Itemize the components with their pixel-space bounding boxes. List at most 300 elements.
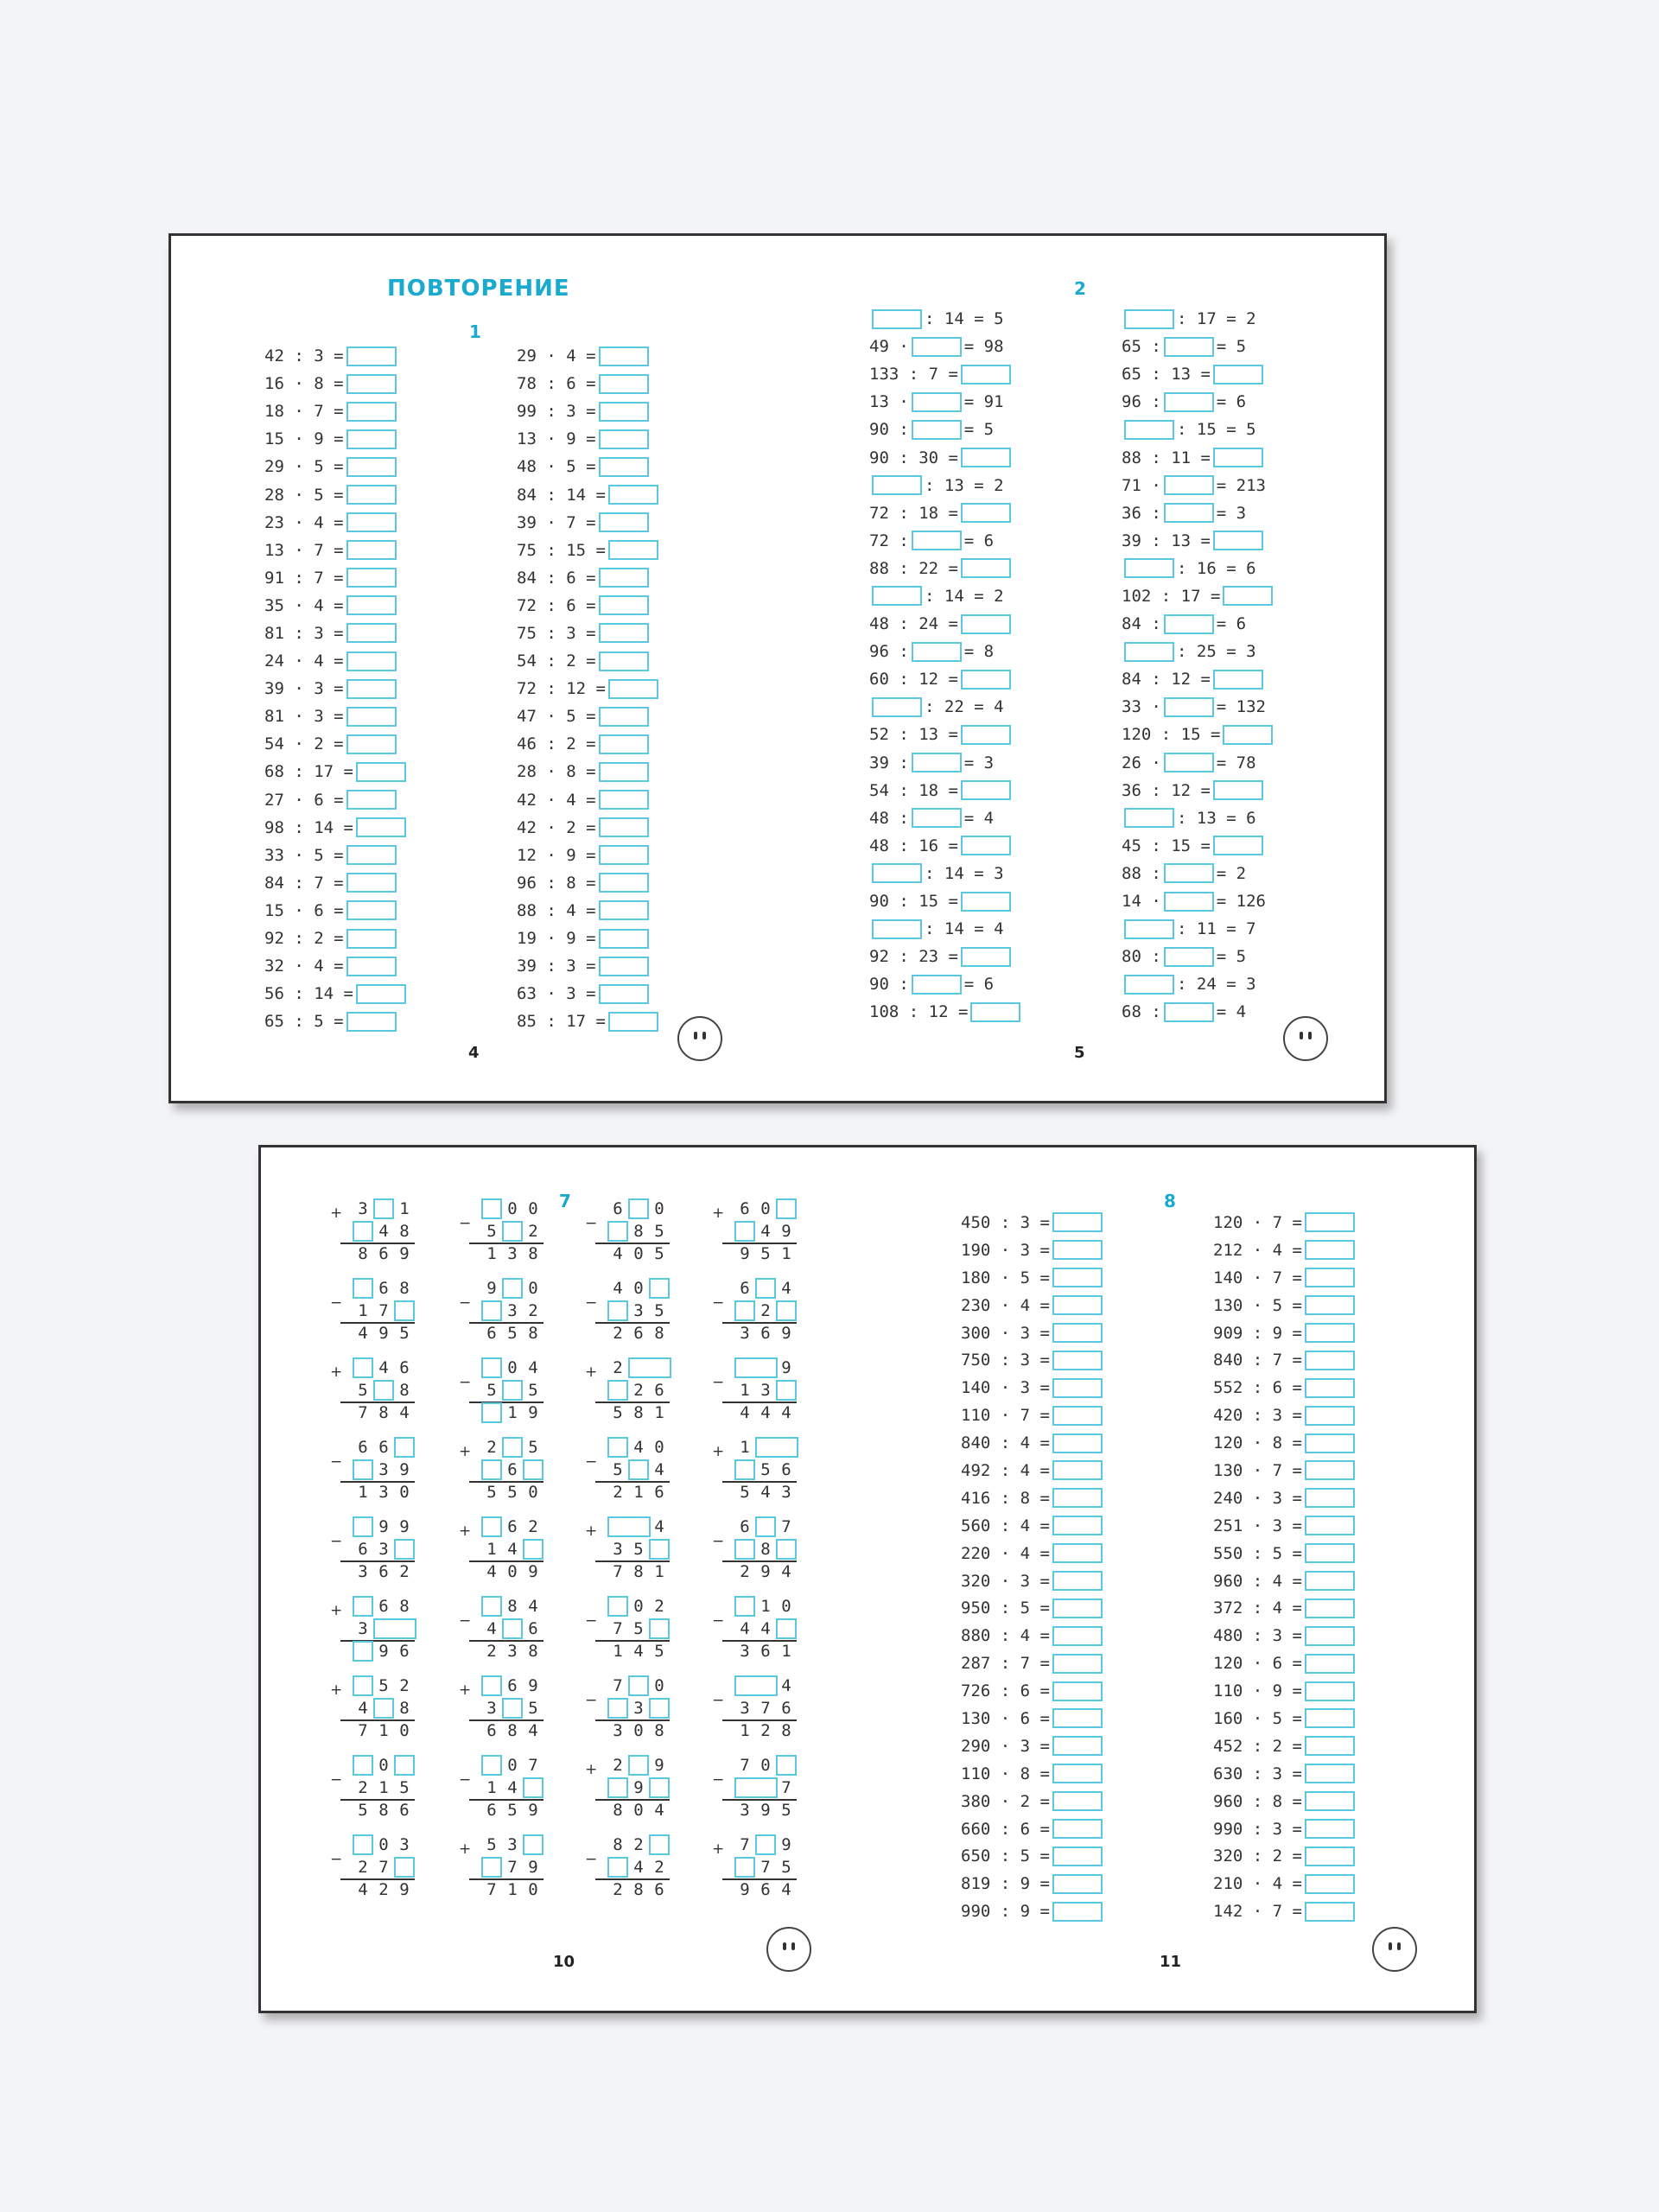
answer-box[interactable] bbox=[1305, 1764, 1355, 1783]
answer-box[interactable] bbox=[1305, 1212, 1355, 1232]
answer-box[interactable] bbox=[1164, 392, 1214, 412]
answer-box[interactable] bbox=[394, 1857, 415, 1878]
answer-box[interactable] bbox=[607, 1857, 628, 1878]
answer-box[interactable] bbox=[523, 1834, 543, 1855]
answer-box[interactable] bbox=[734, 1539, 755, 1560]
equation-text: : 17 = 2 bbox=[1177, 309, 1256, 329]
answer-box[interactable] bbox=[1305, 1571, 1355, 1591]
answer-box[interactable] bbox=[523, 1459, 543, 1480]
answer-box[interactable] bbox=[481, 1300, 502, 1321]
answer-box[interactable] bbox=[1305, 1516, 1355, 1535]
answer-box[interactable] bbox=[1305, 1654, 1355, 1674]
answer-box[interactable] bbox=[608, 540, 658, 560]
answer-box[interactable] bbox=[1052, 1626, 1103, 1646]
digit: 3 bbox=[378, 1483, 389, 1502]
answer-box[interactable] bbox=[872, 697, 922, 717]
answer-box[interactable] bbox=[1052, 1378, 1103, 1398]
answer-box[interactable] bbox=[872, 475, 922, 495]
answer-box[interactable] bbox=[1305, 1433, 1355, 1453]
result-row bbox=[715, 1560, 802, 1583]
answer-box[interactable] bbox=[1305, 1874, 1355, 1894]
operand-row-2 bbox=[715, 1459, 802, 1481]
answer-box[interactable] bbox=[649, 1539, 670, 1560]
answer-box[interactable] bbox=[1164, 753, 1214, 772]
answer-box[interactable] bbox=[599, 734, 649, 754]
answer-box[interactable] bbox=[599, 623, 649, 643]
answer-box[interactable] bbox=[599, 762, 649, 782]
equation-text: 39 · 7 = bbox=[517, 512, 596, 532]
answer-box[interactable] bbox=[649, 1618, 670, 1639]
operand-row-2 bbox=[462, 1379, 549, 1402]
operand-row-2 bbox=[334, 1459, 420, 1481]
digit: 6 bbox=[378, 1279, 389, 1298]
answer-box[interactable] bbox=[961, 670, 1011, 690]
answer-box[interactable] bbox=[1164, 614, 1214, 634]
answer-box[interactable] bbox=[1164, 863, 1214, 883]
answer-box[interactable] bbox=[912, 642, 962, 662]
answer-box[interactable] bbox=[1052, 1599, 1103, 1618]
answer-box[interactable] bbox=[734, 1596, 755, 1617]
answer-box[interactable] bbox=[734, 1777, 778, 1798]
answer-box[interactable] bbox=[394, 1437, 415, 1458]
answer-box[interactable] bbox=[346, 900, 397, 920]
answer-box[interactable] bbox=[734, 1857, 755, 1878]
answer-box[interactable] bbox=[1052, 1819, 1103, 1839]
answer-box[interactable] bbox=[353, 1278, 373, 1299]
equation-row bbox=[957, 1374, 1105, 1402]
answer-box[interactable] bbox=[353, 1834, 373, 1855]
answer-box[interactable] bbox=[734, 1459, 755, 1480]
digit: 9 bbox=[781, 1324, 791, 1343]
answer-box[interactable] bbox=[607, 1437, 628, 1458]
answer-box[interactable] bbox=[481, 1198, 502, 1219]
answer-box[interactable] bbox=[1305, 1902, 1355, 1922]
answer-box[interactable] bbox=[1052, 1295, 1103, 1315]
answer-box[interactable] bbox=[1052, 1268, 1103, 1287]
exercise-1-column-2 bbox=[517, 342, 661, 1035]
answer-box[interactable] bbox=[599, 790, 649, 810]
equation-row bbox=[1209, 1209, 1357, 1236]
digit: 0 bbox=[378, 1835, 389, 1854]
answer-box[interactable] bbox=[1052, 1764, 1103, 1783]
answer-box[interactable] bbox=[353, 1755, 373, 1776]
operation-sign: + bbox=[330, 1205, 343, 1222]
answer-box[interactable] bbox=[502, 1380, 523, 1401]
answer-box[interactable] bbox=[872, 919, 922, 939]
answer-box[interactable] bbox=[1052, 1736, 1103, 1756]
answer-box[interactable] bbox=[961, 614, 1011, 634]
answer-box[interactable] bbox=[346, 845, 397, 865]
answer-box[interactable] bbox=[481, 1857, 502, 1878]
equation-row bbox=[264, 730, 409, 758]
equation-row bbox=[957, 1292, 1105, 1319]
answer-box[interactable] bbox=[481, 1516, 502, 1537]
equation-row bbox=[517, 397, 661, 425]
equation-row bbox=[517, 758, 661, 785]
answer-box[interactable] bbox=[599, 652, 649, 671]
answer-box[interactable] bbox=[1213, 365, 1263, 385]
equation-row bbox=[957, 1649, 1105, 1677]
answer-box[interactable] bbox=[599, 817, 649, 837]
smiley-face-icon bbox=[1283, 1016, 1328, 1061]
answer-box[interactable] bbox=[1052, 1323, 1103, 1343]
answer-box[interactable] bbox=[607, 1777, 628, 1798]
answer-box[interactable] bbox=[353, 1357, 373, 1378]
answer-box[interactable] bbox=[373, 1618, 416, 1639]
answer-box[interactable] bbox=[1164, 947, 1214, 967]
answer-box[interactable] bbox=[1305, 1626, 1355, 1646]
digit: 9 bbox=[760, 1562, 771, 1581]
answer-box[interactable] bbox=[346, 873, 397, 893]
equation-row bbox=[1122, 804, 1275, 832]
answer-box[interactable] bbox=[1124, 309, 1174, 329]
answer-box[interactable] bbox=[961, 503, 1011, 523]
answer-box[interactable] bbox=[607, 1300, 628, 1321]
answer-box[interactable] bbox=[1305, 1378, 1355, 1398]
answer-box[interactable] bbox=[356, 817, 406, 837]
answer-box[interactable] bbox=[628, 1675, 649, 1696]
answer-box[interactable] bbox=[599, 429, 649, 449]
answer-box[interactable] bbox=[776, 1198, 797, 1219]
answer-box[interactable] bbox=[394, 1300, 415, 1321]
equation-text: 19 · 9 = bbox=[517, 929, 596, 949]
equation-text: 42 : 3 = bbox=[264, 346, 344, 366]
answer-box[interactable] bbox=[346, 429, 397, 449]
answer-box[interactable] bbox=[607, 1380, 628, 1401]
column-arithmetic-problem bbox=[712, 1754, 802, 1821]
answer-box[interactable] bbox=[755, 1278, 776, 1299]
answer-box[interactable] bbox=[502, 1698, 523, 1719]
answer-box[interactable] bbox=[599, 900, 649, 920]
answer-box[interactable] bbox=[599, 512, 649, 532]
answer-box[interactable] bbox=[1052, 1874, 1103, 1894]
answer-box[interactable] bbox=[628, 1198, 649, 1219]
answer-box[interactable] bbox=[961, 892, 1011, 912]
answer-box[interactable] bbox=[1052, 1791, 1103, 1811]
answer-box[interactable] bbox=[607, 1596, 628, 1617]
answer-box[interactable] bbox=[1164, 697, 1214, 717]
answer-box[interactable] bbox=[1213, 531, 1263, 550]
answer-box[interactable] bbox=[353, 1675, 373, 1696]
answer-box[interactable] bbox=[346, 457, 397, 477]
answer-box[interactable] bbox=[607, 1221, 628, 1242]
answer-box[interactable] bbox=[353, 1516, 373, 1537]
answer-box[interactable] bbox=[502, 1278, 523, 1299]
answer-box[interactable] bbox=[961, 365, 1011, 385]
answer-box[interactable] bbox=[1305, 1543, 1355, 1563]
answer-box[interactable] bbox=[961, 780, 1011, 800]
answer-box[interactable] bbox=[481, 1402, 502, 1423]
answer-box[interactable] bbox=[599, 929, 649, 949]
answer-box[interactable] bbox=[872, 586, 922, 606]
answer-box[interactable] bbox=[872, 309, 922, 329]
answer-box[interactable] bbox=[1305, 1599, 1355, 1618]
answer-box[interactable] bbox=[755, 1437, 798, 1458]
equation-row bbox=[264, 342, 409, 370]
answer-box[interactable] bbox=[599, 568, 649, 588]
answer-box[interactable] bbox=[961, 947, 1011, 967]
answer-box[interactable] bbox=[394, 1755, 415, 1776]
answer-box[interactable] bbox=[912, 337, 962, 357]
equation-text: = 5 bbox=[963, 420, 995, 440]
digit: 5 bbox=[486, 1483, 497, 1502]
digit: 8 bbox=[399, 1597, 410, 1616]
answer-box[interactable] bbox=[776, 1618, 797, 1639]
answer-box[interactable] bbox=[599, 402, 649, 422]
operand-row-2 bbox=[334, 1618, 420, 1640]
answer-box[interactable] bbox=[1305, 1406, 1355, 1426]
answer-box[interactable] bbox=[734, 1300, 755, 1321]
answer-box[interactable] bbox=[373, 1698, 394, 1719]
answer-box[interactable] bbox=[1052, 1351, 1103, 1370]
answer-box[interactable] bbox=[1305, 1323, 1355, 1343]
answer-box[interactable] bbox=[346, 679, 397, 699]
answer-box[interactable] bbox=[961, 836, 1011, 855]
answer-box[interactable] bbox=[608, 1012, 658, 1032]
answer-box[interactable] bbox=[1052, 1571, 1103, 1591]
answer-box[interactable] bbox=[1124, 558, 1174, 578]
operand-row-2 bbox=[334, 1538, 420, 1560]
answer-box[interactable] bbox=[1164, 1002, 1214, 1022]
answer-box[interactable] bbox=[961, 725, 1011, 745]
answer-box[interactable] bbox=[523, 1777, 543, 1798]
answer-box[interactable] bbox=[1124, 420, 1174, 440]
answer-box[interactable] bbox=[1124, 808, 1174, 828]
answer-box[interactable] bbox=[1305, 1268, 1355, 1287]
equation-text: 550 : 5 = bbox=[1213, 1543, 1302, 1563]
answer-box[interactable] bbox=[872, 863, 922, 883]
answer-box[interactable] bbox=[599, 873, 649, 893]
equation-row bbox=[1122, 943, 1275, 970]
digit: 9 bbox=[399, 1244, 410, 1263]
answer-box[interactable] bbox=[356, 984, 406, 1004]
digit: 3 bbox=[358, 1619, 368, 1638]
digit: 5 bbox=[507, 1324, 518, 1343]
answer-box[interactable] bbox=[1052, 1681, 1103, 1701]
answer-box[interactable] bbox=[599, 346, 649, 366]
answer-box[interactable] bbox=[734, 1675, 778, 1696]
answer-box[interactable] bbox=[599, 707, 649, 727]
answer-box[interactable] bbox=[1223, 586, 1273, 606]
equation-row bbox=[957, 1705, 1105, 1732]
digit: 6 bbox=[781, 1460, 791, 1479]
equation-row bbox=[869, 860, 1023, 887]
digit: 8 bbox=[378, 1801, 389, 1820]
answer-box[interactable] bbox=[649, 1278, 670, 1299]
answer-box[interactable] bbox=[734, 1357, 778, 1378]
digit: 9 bbox=[528, 1858, 538, 1877]
result-row bbox=[334, 1243, 420, 1265]
answer-box[interactable] bbox=[1052, 1847, 1103, 1866]
answer-box[interactable] bbox=[346, 790, 397, 810]
answer-box[interactable] bbox=[346, 346, 397, 366]
equation-text: 140 · 3 = bbox=[961, 1378, 1050, 1398]
answer-box[interactable] bbox=[1052, 1902, 1103, 1922]
answer-box[interactable] bbox=[599, 457, 649, 477]
answer-box[interactable] bbox=[776, 1539, 797, 1560]
answer-box[interactable] bbox=[608, 679, 658, 699]
answer-box[interactable] bbox=[912, 420, 962, 440]
answer-box[interactable] bbox=[1124, 642, 1174, 662]
answer-box[interactable] bbox=[1305, 1736, 1355, 1756]
answer-box[interactable] bbox=[628, 1755, 649, 1776]
answer-box[interactable] bbox=[1213, 780, 1263, 800]
equation-row bbox=[264, 620, 409, 647]
answer-box[interactable] bbox=[346, 1012, 397, 1032]
answer-box[interactable] bbox=[1305, 1240, 1355, 1260]
answer-box[interactable] bbox=[346, 929, 397, 949]
answer-box[interactable] bbox=[970, 1002, 1020, 1022]
answer-box[interactable] bbox=[353, 1221, 373, 1242]
answer-box[interactable] bbox=[346, 623, 397, 643]
answer-box[interactable] bbox=[1164, 503, 1214, 523]
answer-box[interactable] bbox=[1052, 1543, 1103, 1563]
answer-box[interactable] bbox=[346, 707, 397, 727]
answer-box[interactable] bbox=[1052, 1240, 1103, 1260]
answer-box[interactable] bbox=[1052, 1212, 1103, 1232]
answer-box[interactable] bbox=[1052, 1708, 1103, 1728]
answer-box[interactable] bbox=[599, 595, 649, 615]
answer-box[interactable] bbox=[394, 1539, 415, 1560]
answer-box[interactable] bbox=[1305, 1681, 1355, 1701]
answer-box[interactable] bbox=[649, 1698, 670, 1719]
answer-box[interactable] bbox=[346, 734, 397, 754]
answer-box[interactable] bbox=[502, 1437, 523, 1458]
answer-box[interactable] bbox=[346, 595, 397, 615]
answer-box[interactable] bbox=[346, 512, 397, 532]
digit: 2 bbox=[613, 1358, 623, 1377]
operation-sign: + bbox=[459, 1522, 472, 1540]
answer-box[interactable] bbox=[649, 1834, 670, 1855]
answer-box[interactable] bbox=[353, 1596, 373, 1617]
answer-box[interactable] bbox=[1213, 670, 1263, 690]
answer-box[interactable] bbox=[599, 984, 649, 1004]
answer-box[interactable] bbox=[1164, 337, 1214, 357]
operand-row-1 bbox=[715, 1675, 802, 1697]
equation-text: = 8 bbox=[963, 642, 995, 662]
answer-box[interactable] bbox=[628, 1357, 671, 1378]
answer-box[interactable] bbox=[502, 1618, 523, 1639]
answer-box[interactable] bbox=[346, 374, 397, 394]
answer-box[interactable] bbox=[373, 1380, 394, 1401]
answer-box[interactable] bbox=[502, 1221, 523, 1242]
answer-box[interactable] bbox=[1305, 1295, 1355, 1315]
answer-box[interactable] bbox=[912, 392, 962, 412]
answer-box[interactable] bbox=[1164, 475, 1214, 495]
answer-box[interactable] bbox=[1052, 1654, 1103, 1674]
answer-box[interactable] bbox=[912, 531, 962, 550]
answer-box[interactable] bbox=[1213, 836, 1263, 855]
answer-box[interactable] bbox=[912, 975, 962, 995]
answer-box[interactable] bbox=[346, 540, 397, 560]
operation-sign: − bbox=[585, 1692, 598, 1709]
answer-box[interactable] bbox=[607, 1516, 651, 1537]
answer-box[interactable] bbox=[353, 1459, 373, 1480]
digit: 3 bbox=[740, 1801, 750, 1820]
digit: 6 bbox=[740, 1199, 750, 1218]
answer-box[interactable] bbox=[346, 402, 397, 422]
answer-box[interactable] bbox=[755, 1516, 776, 1537]
answer-box[interactable] bbox=[734, 1221, 755, 1242]
equation-row bbox=[1122, 665, 1275, 693]
answer-box[interactable] bbox=[346, 485, 397, 505]
operand-row-1 bbox=[462, 1834, 549, 1856]
answer-box[interactable] bbox=[481, 1675, 502, 1696]
answer-box[interactable] bbox=[1305, 1351, 1355, 1370]
digit: 5 bbox=[378, 1676, 389, 1695]
answer-box[interactable] bbox=[481, 1755, 502, 1776]
equation-row bbox=[957, 1842, 1105, 1870]
column-arithmetic-problem bbox=[712, 1595, 802, 1662]
answer-box[interactable] bbox=[353, 1641, 373, 1662]
equation-row bbox=[517, 869, 661, 897]
answer-box[interactable] bbox=[608, 485, 658, 505]
answer-box[interactable] bbox=[912, 753, 962, 772]
answer-box[interactable] bbox=[481, 1459, 502, 1480]
answer-box[interactable] bbox=[481, 1357, 502, 1378]
answer-box[interactable] bbox=[1124, 975, 1174, 995]
answer-box[interactable] bbox=[523, 1539, 543, 1560]
answer-box[interactable] bbox=[776, 1300, 797, 1321]
equation-text: 880 : 4 = bbox=[961, 1626, 1050, 1646]
answer-box[interactable] bbox=[1223, 725, 1273, 745]
answer-box[interactable] bbox=[776, 1755, 797, 1776]
operand-row-1 bbox=[715, 1754, 802, 1777]
equation-text: 85 : 17 = bbox=[517, 1012, 606, 1032]
answer-box[interactable] bbox=[599, 374, 649, 394]
digit: 0 bbox=[654, 1438, 664, 1457]
answer-box[interactable] bbox=[607, 1698, 628, 1719]
answer-box[interactable] bbox=[755, 1834, 776, 1855]
answer-box[interactable] bbox=[961, 448, 1011, 467]
answer-box[interactable] bbox=[628, 1459, 649, 1480]
answer-box[interactable] bbox=[373, 1198, 394, 1219]
answer-box[interactable] bbox=[1305, 1488, 1355, 1508]
operand-row-1 bbox=[715, 1277, 802, 1300]
answer-box[interactable] bbox=[1305, 1847, 1355, 1866]
answer-box[interactable] bbox=[1052, 1460, 1103, 1480]
answer-box[interactable] bbox=[1305, 1791, 1355, 1811]
answer-box[interactable] bbox=[599, 957, 649, 976]
equation-text: 212 · 4 = bbox=[1213, 1240, 1302, 1260]
equation-text: 950 : 5 = bbox=[961, 1599, 1050, 1618]
answer-box[interactable] bbox=[776, 1380, 797, 1401]
answer-box[interactable] bbox=[1213, 448, 1263, 467]
answer-box[interactable] bbox=[599, 845, 649, 865]
equation-row bbox=[1209, 1567, 1357, 1595]
answer-box[interactable] bbox=[346, 957, 397, 976]
answer-box[interactable] bbox=[1052, 1406, 1103, 1426]
answer-box[interactable] bbox=[1305, 1708, 1355, 1728]
equation-text: 72 : 12 = bbox=[517, 679, 606, 699]
answer-box[interactable] bbox=[912, 808, 962, 828]
answer-box[interactable] bbox=[481, 1596, 502, 1617]
exercise-8-number: 8 bbox=[1164, 1191, 1176, 1211]
answer-box[interactable] bbox=[1305, 1460, 1355, 1480]
answer-box[interactable] bbox=[961, 558, 1011, 578]
answer-box[interactable] bbox=[1052, 1488, 1103, 1508]
answer-box[interactable] bbox=[346, 652, 397, 671]
answer-box[interactable] bbox=[1164, 892, 1214, 912]
answer-box[interactable] bbox=[649, 1777, 670, 1798]
answer-box[interactable] bbox=[1305, 1819, 1355, 1839]
answer-box[interactable] bbox=[356, 762, 406, 782]
answer-box[interactable] bbox=[1052, 1433, 1103, 1453]
result-row bbox=[334, 1799, 420, 1821]
answer-box[interactable] bbox=[1124, 919, 1174, 939]
answer-box[interactable] bbox=[1052, 1516, 1103, 1535]
answer-box[interactable] bbox=[346, 568, 397, 588]
